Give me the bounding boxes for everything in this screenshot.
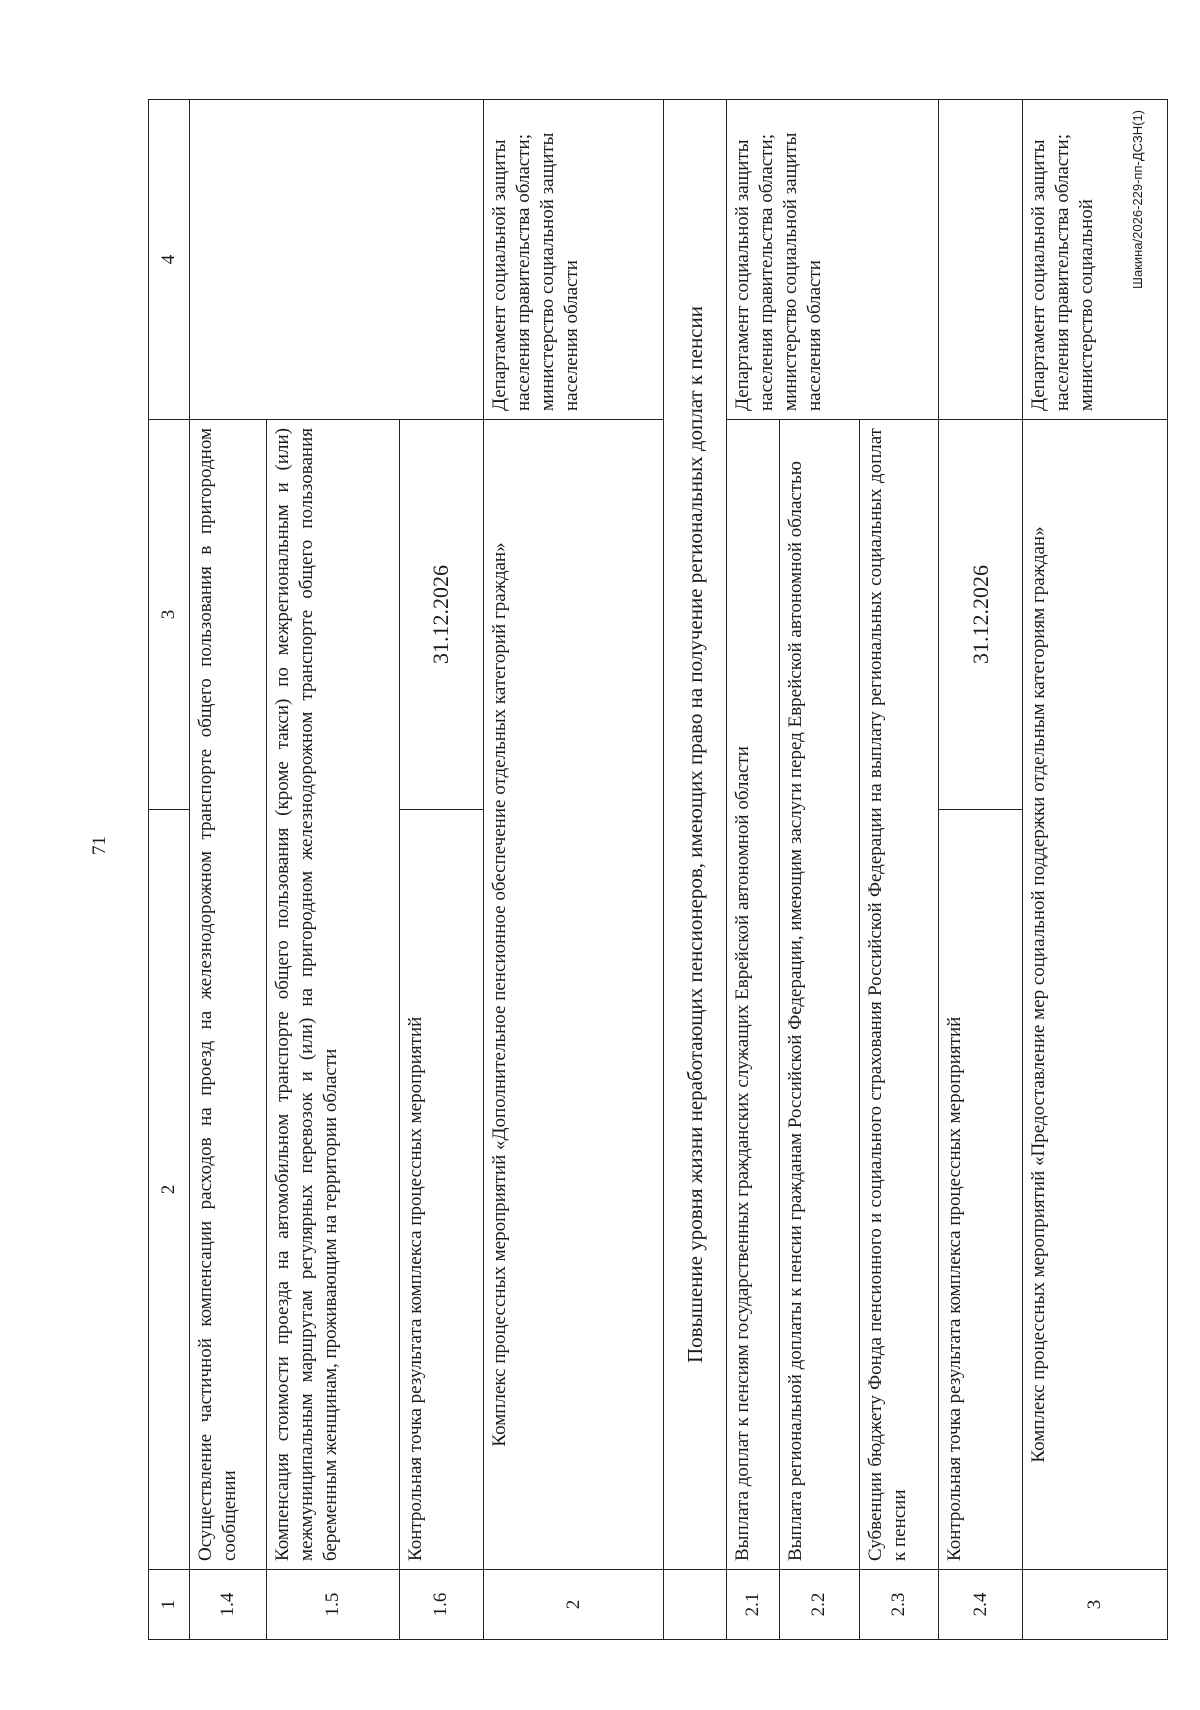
row-text: Субвенции бюджету Фонда пенсионного и социального страхования Российской Федерации на выплату региональных социальных доплат к пенсии [859, 420, 938, 1570]
table-row [483, 100, 664, 1640]
row-text: Выплата доплат к пенсиям государственных гражданских служащих Еврейской автономной области [727, 420, 780, 1570]
row-date: 31.12.2026 [939, 420, 1023, 810]
row-number: 1.4 [189, 1570, 266, 1640]
row-number: 2.3 [859, 1570, 938, 1640]
header-col-1: 1 [149, 1570, 190, 1640]
table-row [727, 100, 780, 1640]
row-number: 1.6 [399, 1570, 483, 1640]
row-text: Комплекс процессных мероприятий «Предоставление мер социальной поддержки отдельным категориям граждан» [1023, 420, 1168, 1570]
table-row [189, 100, 266, 1640]
row-responsible [189, 100, 483, 420]
row-number: 2.1 [727, 1570, 780, 1640]
row-number: 1.5 [267, 1570, 399, 1640]
header-col-4: 4 [149, 100, 190, 420]
row-text: Выплата региональной доплаты к пенсии гражданам Российской Федерации, имеющим заслуги перед Еврейской автономной областью [780, 420, 859, 1570]
row-text: Компенсация стоимости проезда на автомобильном транспорте общего пользования (кроме такси) по межрегиональным и (или) межмуниципальным маршрутам регулярных перевозок и (или) на пригородном железнодорожном транспорте общего пользования беременным женщинам, проживающим на территории области [267, 420, 399, 1570]
header-col-3: 3 [149, 420, 190, 810]
row-responsible [939, 100, 1023, 420]
section-row [664, 100, 727, 1640]
header-col-2: 2 [149, 810, 190, 1570]
row-text: Контрольная точка результата комплекса процессных мероприятий [939, 810, 1023, 1570]
table-row [1023, 100, 1168, 1640]
section-title: Повышение уровня жизни неработающих пенсионеров, имеющих право на получение региональных доплат к пенсии [664, 100, 727, 1570]
row-responsible: Департамент социальной защиты населения правительства области; министерство социальной защиты населения области [483, 100, 664, 420]
row-text: Комплекс процессных мероприятий «Дополнительное пенсионное обеспечение отдельных категорий граждан» [483, 420, 664, 1570]
row-date: 31.12.2026 [399, 420, 483, 810]
document-code: Шакина/2026-229-пп-ДСЗН(1) [1130, 110, 1145, 289]
rotated-table-container [148, 100, 1168, 1640]
row-text: Контрольная точка результата комплекса процессных мероприятий [399, 810, 483, 1570]
row-responsible: Департамент социальной защиты населения правительства области; министерство социальной [1023, 100, 1168, 420]
section-number [664, 1570, 727, 1640]
table-header-row [149, 100, 190, 1640]
row-number: 3 [1023, 1570, 1168, 1640]
row-number: 2 [483, 1570, 664, 1640]
row-number: 2.4 [939, 1570, 1023, 1640]
page-number: 71 [89, 836, 110, 855]
table-row [939, 100, 1023, 1640]
row-number: 2.2 [780, 1570, 859, 1640]
row-responsible: Департамент социальной защиты населения правительства области; министерство социальной защиты населения области [727, 100, 939, 420]
row-text: Осуществление частичной компенсации расходов на проезд на железнодорожном транспорте общего пользования в пригородном сообщении [189, 420, 266, 1570]
measures-table [148, 99, 1168, 1640]
